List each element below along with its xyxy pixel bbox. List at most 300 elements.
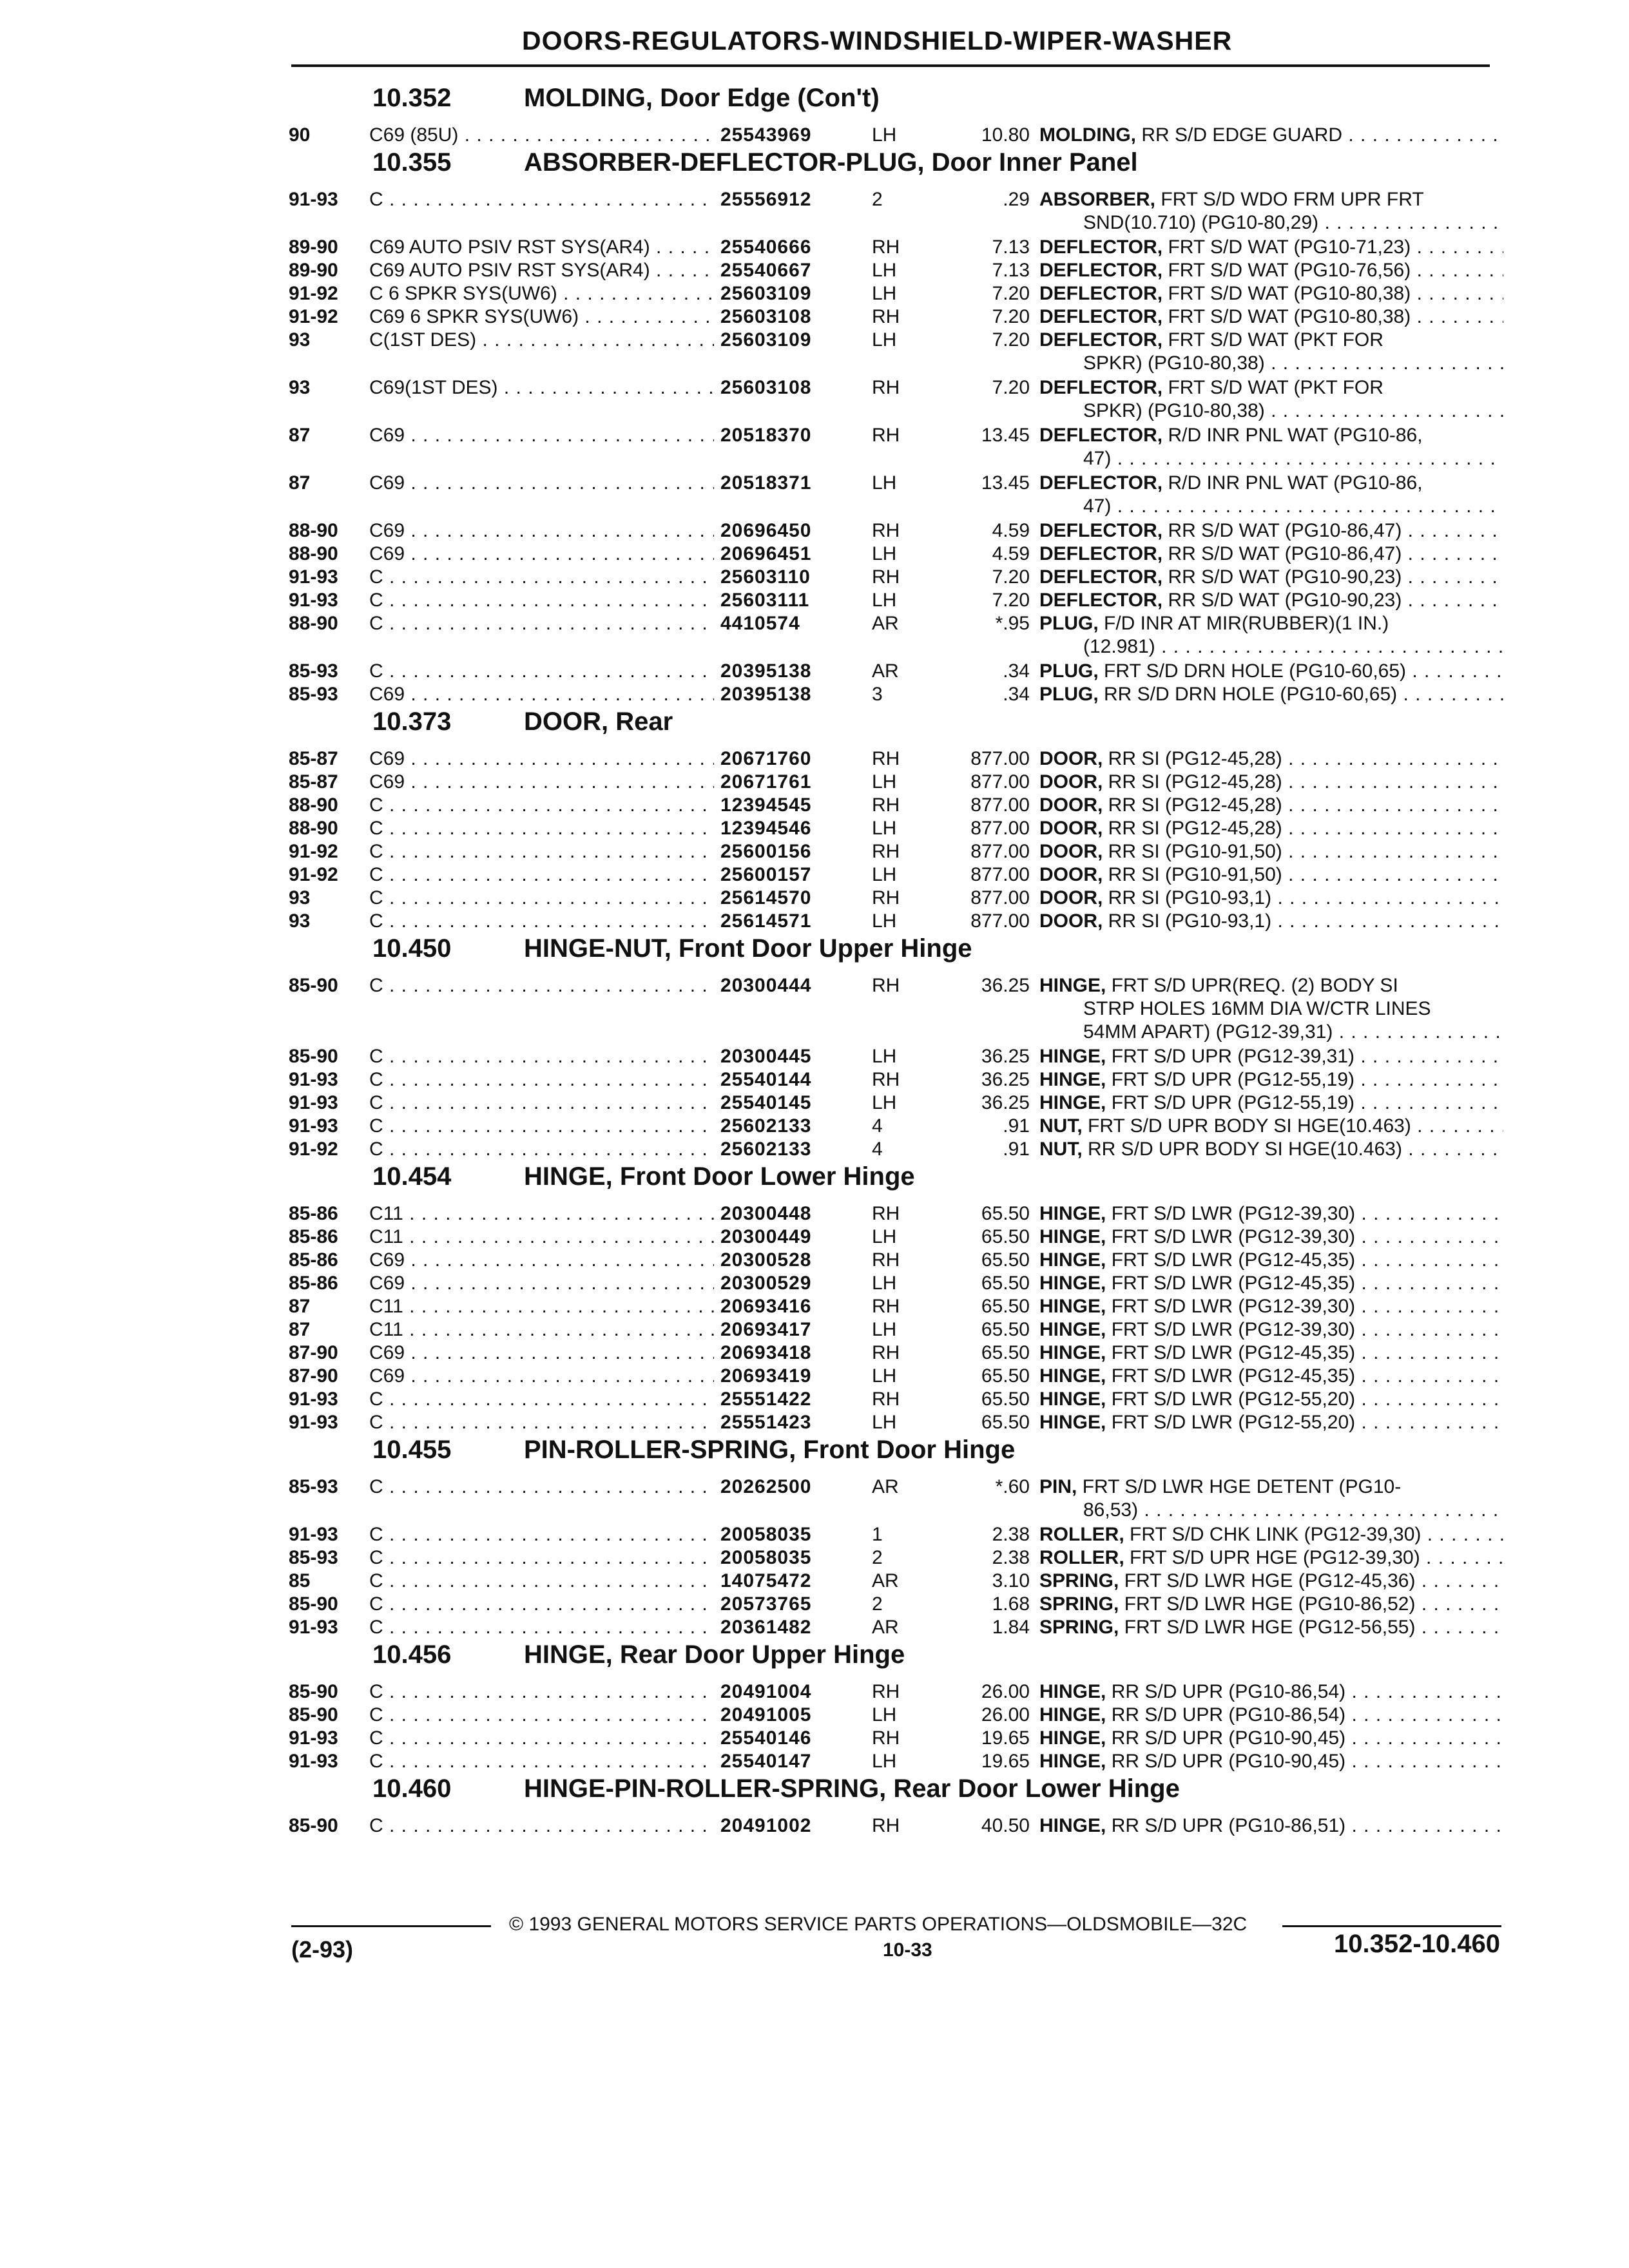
part-number: 20693416 bbox=[714, 1295, 875, 1318]
part-model: C . . . bbox=[369, 1593, 717, 1616]
part-row bbox=[289, 1411, 1513, 1434]
part-price: 65.50 bbox=[981, 1365, 1030, 1387]
part-price: 65.50 bbox=[981, 1412, 1030, 1433]
part-number: 20573765 bbox=[714, 1593, 875, 1616]
part-description bbox=[1039, 519, 1503, 543]
description-keyword: HINGE, bbox=[1039, 1319, 1106, 1340]
description-keyword: HINGE, bbox=[1039, 975, 1106, 996]
description-line: SPRING, FRT S/D LWR HGE (PG12-45,36) . . . bbox=[1039, 1570, 1503, 1593]
part-year: 85-90 bbox=[289, 1681, 338, 1702]
part-description bbox=[1039, 1616, 1503, 1639]
part-price: 36.25 bbox=[981, 1046, 1030, 1067]
part-model: C . . . bbox=[369, 1546, 717, 1570]
part-model: C . . . bbox=[369, 1727, 717, 1750]
description-keyword: ABSORBER, bbox=[1039, 189, 1156, 210]
part-description bbox=[1039, 1272, 1503, 1295]
part-model: C . . . bbox=[369, 1411, 717, 1434]
part-model: C69(1ST DES) . . . bbox=[369, 376, 717, 399]
part-quantity: RH bbox=[872, 1296, 900, 1317]
description-line: DOOR, RR SI (PG12-45,28) . . . bbox=[1039, 794, 1503, 817]
part-model: C11 . . . bbox=[369, 1225, 717, 1249]
part-year: 93 bbox=[289, 329, 311, 351]
description-line: DEFLECTOR, RR S/D WAT (PG10-86,47) . . . bbox=[1039, 543, 1503, 566]
part-number: 25543969 bbox=[714, 124, 875, 147]
part-description bbox=[1039, 1045, 1503, 1068]
part-price: .34 bbox=[1003, 684, 1030, 705]
part-row bbox=[289, 282, 1513, 305]
part-row bbox=[289, 887, 1513, 910]
part-year: 85 bbox=[289, 1570, 311, 1591]
description-keyword: HINGE, bbox=[1039, 1751, 1106, 1772]
page-header-title: DOORS-REGULATORS-WINDSHIELD-WIPER-WASHER bbox=[522, 26, 1233, 55]
part-price: 877.00 bbox=[970, 910, 1030, 932]
section-number: 10.454 bbox=[372, 1162, 452, 1191]
section-title: DOOR, Rear bbox=[524, 707, 673, 736]
part-row bbox=[289, 1593, 1513, 1616]
part-description bbox=[1039, 543, 1503, 566]
part-row bbox=[289, 1249, 1513, 1272]
part-description bbox=[1039, 566, 1503, 589]
part-number: 25540666 bbox=[714, 236, 875, 259]
description-line: SPRING, FRT S/D LWR HGE (PG10-86,52) . . . bbox=[1039, 1593, 1503, 1616]
parts-section bbox=[289, 707, 1513, 933]
part-year: 85-93 bbox=[289, 684, 338, 705]
part-model: C69 . . . bbox=[369, 519, 717, 543]
description-keyword: DEFLECTOR, bbox=[1039, 425, 1163, 446]
part-model: C69 . . . bbox=[369, 1365, 717, 1388]
part-number: 25603108 bbox=[714, 376, 875, 399]
part-price: 13.45 bbox=[981, 472, 1030, 494]
part-year: 85-86 bbox=[289, 1203, 338, 1224]
part-number: 20491005 bbox=[714, 1704, 875, 1727]
part-model: C69 . . . bbox=[369, 771, 717, 794]
part-year: 91-93 bbox=[289, 1412, 338, 1433]
part-quantity: RH bbox=[872, 1203, 900, 1224]
part-number: 20693419 bbox=[714, 1365, 875, 1388]
part-quantity: LH bbox=[872, 472, 897, 494]
part-model: C11 . . . bbox=[369, 1318, 717, 1341]
part-price: 7.20 bbox=[992, 283, 1030, 304]
part-quantity: RH bbox=[872, 794, 900, 816]
description-keyword: HINGE, bbox=[1039, 1365, 1106, 1387]
part-model: C . . . bbox=[369, 589, 717, 612]
footer-page-number: 10-33 bbox=[883, 1939, 932, 1961]
part-price: 65.50 bbox=[981, 1273, 1030, 1294]
part-price: 1.68 bbox=[992, 1593, 1030, 1615]
part-quantity: RH bbox=[872, 841, 900, 862]
part-year: 91-93 bbox=[289, 590, 338, 611]
part-model: C . . . bbox=[369, 612, 717, 635]
part-number: 25540667 bbox=[714, 259, 875, 282]
part-description bbox=[1039, 259, 1503, 282]
section-title: MOLDING, Door Edge (Con't) bbox=[524, 84, 880, 112]
part-quantity: RH bbox=[872, 1389, 900, 1410]
part-row bbox=[289, 1570, 1513, 1593]
part-year: 91-93 bbox=[289, 1727, 338, 1749]
part-number: 20518371 bbox=[714, 472, 875, 495]
description-keyword: HINGE, bbox=[1039, 1296, 1106, 1317]
part-model: C . . . bbox=[369, 1068, 717, 1091]
description-keyword: NUT, bbox=[1039, 1115, 1083, 1137]
part-row bbox=[289, 1750, 1513, 1773]
description-line: HINGE, FRT S/D LWR (PG12-45,35) . . . bbox=[1039, 1272, 1503, 1295]
part-row bbox=[289, 424, 1513, 472]
part-number: 20696450 bbox=[714, 519, 875, 543]
part-row bbox=[289, 1272, 1513, 1295]
description-line: HINGE, FRT S/D LWR (PG12-45,35) . . . bbox=[1039, 1341, 1503, 1365]
part-quantity: LH bbox=[872, 124, 897, 146]
description-keyword: PLUG, bbox=[1039, 660, 1099, 682]
part-number: 20300448 bbox=[714, 1202, 875, 1225]
description-line: HINGE, FRT S/D UPR(REQ. (2) BODY SI bbox=[1039, 975, 1398, 996]
parts-listing bbox=[289, 84, 1513, 1839]
description-line: DOOR, RR SI (PG12-45,28) . . . bbox=[1039, 817, 1503, 840]
description-line: HINGE, FRT S/D LWR (PG12-39,30) . . . bbox=[1039, 1318, 1503, 1341]
part-description bbox=[1039, 747, 1503, 771]
part-model: C69 . . . bbox=[369, 1249, 717, 1272]
part-price: 19.65 bbox=[981, 1727, 1030, 1749]
description-line: DEFLECTOR, FRT S/D WAT (PG10-80,38) . . . bbox=[1039, 305, 1503, 329]
description-keyword: DOOR, bbox=[1039, 910, 1103, 932]
part-number: 20361482 bbox=[714, 1616, 875, 1639]
part-number: 20300445 bbox=[714, 1045, 875, 1068]
part-year: 91-93 bbox=[289, 1092, 338, 1113]
description-keyword: DEFLECTOR, bbox=[1039, 590, 1163, 611]
part-price: .91 bbox=[1003, 1139, 1030, 1160]
part-quantity: RH bbox=[872, 377, 900, 398]
description-keyword: ROLLER, bbox=[1039, 1524, 1124, 1545]
part-quantity: RH bbox=[872, 425, 900, 446]
part-price: 877.00 bbox=[970, 771, 1030, 793]
part-quantity: 4 bbox=[872, 1139, 883, 1160]
part-price: 4.59 bbox=[992, 520, 1030, 541]
part-row bbox=[289, 1202, 1513, 1225]
part-number: 25602133 bbox=[714, 1138, 875, 1161]
part-description bbox=[1039, 1295, 1503, 1318]
section-title: HINGE, Rear Door Upper Hinge bbox=[524, 1640, 905, 1669]
description-keyword: DEFLECTOR, bbox=[1039, 329, 1163, 351]
part-row bbox=[289, 1295, 1513, 1318]
description-keyword: DOOR, bbox=[1039, 841, 1103, 862]
part-price: 877.00 bbox=[970, 887, 1030, 908]
part-year: 87 bbox=[289, 1296, 311, 1317]
part-quantity: 4 bbox=[872, 1115, 883, 1137]
part-model: C(1ST DES) . . . bbox=[369, 329, 717, 352]
part-row bbox=[289, 1388, 1513, 1411]
part-quantity: LH bbox=[872, 590, 897, 611]
section-heading bbox=[289, 84, 1513, 124]
part-year: 91-93 bbox=[289, 566, 338, 588]
part-description bbox=[1039, 1814, 1503, 1838]
footer-copyright: © 1993 GENERAL MOTORS SERVICE PARTS OPERATIONS—OLDSMOBILE—32C bbox=[509, 1914, 1248, 1935]
part-number: 20300449 bbox=[714, 1225, 875, 1249]
part-price: 2.38 bbox=[992, 1524, 1030, 1545]
description-line: HINGE, RR S/D UPR (PG10-86,54) . . . bbox=[1039, 1704, 1503, 1727]
description-keyword: DEFLECTOR, bbox=[1039, 283, 1163, 304]
part-year: 85-93 bbox=[289, 660, 338, 682]
part-number: 25600156 bbox=[714, 840, 875, 863]
part-quantity: AR bbox=[872, 1617, 899, 1638]
part-quantity: RH bbox=[872, 1342, 900, 1363]
description-keyword: HINGE, bbox=[1039, 1249, 1106, 1271]
part-row bbox=[289, 1475, 1513, 1523]
parts-section bbox=[289, 84, 1513, 147]
part-year: 93 bbox=[289, 887, 311, 908]
part-price: 10.80 bbox=[981, 124, 1030, 146]
description-line: DOOR, RR SI (PG10-93,1) . . . bbox=[1039, 910, 1503, 933]
part-quantity: RH bbox=[872, 1249, 900, 1271]
description-line: HINGE, FRT S/D UPR (PG12-39,31) . . . bbox=[1039, 1045, 1503, 1068]
part-quantity: LH bbox=[872, 771, 897, 793]
part-year: 91-93 bbox=[289, 1115, 338, 1137]
part-year: 91-93 bbox=[289, 1751, 338, 1772]
part-quantity: 2 bbox=[872, 189, 883, 210]
parts-section bbox=[289, 1436, 1513, 1639]
part-quantity: LH bbox=[872, 1273, 897, 1294]
part-price: 65.50 bbox=[981, 1249, 1030, 1271]
part-number: 12394545 bbox=[714, 794, 875, 817]
part-description bbox=[1039, 910, 1503, 933]
description-line: HINGE, FRT S/D UPR (PG12-55,19) . . . bbox=[1039, 1068, 1503, 1091]
part-model: C . . . bbox=[369, 1475, 717, 1499]
part-price: .29 bbox=[1003, 189, 1030, 210]
part-row bbox=[289, 1341, 1513, 1365]
part-price: 1.84 bbox=[992, 1617, 1030, 1638]
part-quantity: LH bbox=[872, 260, 897, 281]
part-model: C . . . bbox=[369, 794, 717, 817]
description-line: STRP HOLES 16MM DIA W/CTR LINES bbox=[1083, 998, 1431, 1019]
description-line: DEFLECTOR, FRT S/D WAT (PKT FOR bbox=[1039, 329, 1383, 351]
part-year: 91-92 bbox=[289, 1139, 338, 1160]
part-quantity: LH bbox=[872, 1226, 897, 1247]
part-year: 85-90 bbox=[289, 1046, 338, 1067]
description-keyword: DEFLECTOR, bbox=[1039, 472, 1163, 494]
part-price: *.60 bbox=[995, 1476, 1030, 1497]
part-model: C69 . . . bbox=[369, 543, 717, 566]
part-row bbox=[289, 683, 1513, 706]
part-description bbox=[1039, 472, 1503, 518]
header-rule bbox=[291, 64, 1490, 67]
part-row bbox=[289, 863, 1513, 887]
part-row bbox=[289, 1680, 1513, 1704]
part-model: C . . . bbox=[369, 1091, 717, 1115]
description-line: HINGE, FRT S/D LWR (PG12-39,30) . . . bbox=[1039, 1202, 1503, 1225]
part-year: 89-90 bbox=[289, 260, 338, 281]
part-year: 91-93 bbox=[289, 1069, 338, 1090]
part-number: 25540146 bbox=[714, 1727, 875, 1750]
part-number: 25540145 bbox=[714, 1091, 875, 1115]
part-number: 25540144 bbox=[714, 1068, 875, 1091]
part-quantity: RH bbox=[872, 1681, 900, 1702]
description-line: DEFLECTOR, FRT S/D WAT (PKT FOR bbox=[1039, 377, 1383, 398]
description-line: (12.981) . . . bbox=[1039, 635, 1503, 658]
part-number: 20058035 bbox=[714, 1523, 875, 1546]
section-number: 10.455 bbox=[372, 1436, 452, 1464]
description-keyword: HINGE, bbox=[1039, 1681, 1106, 1702]
part-model: C . . . bbox=[369, 1750, 717, 1773]
description-keyword: SPRING, bbox=[1039, 1593, 1119, 1615]
description-line: SND(10.710) (PG10-80,29) . . . bbox=[1039, 211, 1503, 235]
part-model: C 6 SPKR SYS(UW6) . . . bbox=[369, 282, 717, 305]
part-year: 91-92 bbox=[289, 306, 338, 327]
description-keyword: HINGE, bbox=[1039, 1412, 1106, 1433]
part-quantity: LH bbox=[872, 1412, 897, 1433]
part-price: 65.50 bbox=[981, 1389, 1030, 1410]
description-keyword: DEFLECTOR, bbox=[1039, 543, 1163, 564]
part-number: 20300444 bbox=[714, 974, 875, 997]
footer-rule-right bbox=[1282, 1925, 1501, 1927]
part-description bbox=[1039, 1680, 1503, 1704]
part-description bbox=[1039, 1593, 1503, 1616]
part-model: C69 . . . bbox=[369, 1272, 717, 1295]
part-year: 85-90 bbox=[289, 1593, 338, 1615]
section-heading bbox=[289, 934, 1513, 974]
part-quantity: LH bbox=[872, 1092, 897, 1113]
description-keyword: PIN, bbox=[1039, 1476, 1077, 1497]
part-year: 88-90 bbox=[289, 520, 338, 541]
part-price: 36.25 bbox=[981, 1069, 1030, 1090]
part-number: 20696451 bbox=[714, 543, 875, 566]
description-line: DOOR, RR SI (PG10-91,50) . . . bbox=[1039, 863, 1503, 887]
part-price: 7.20 bbox=[992, 329, 1030, 351]
part-description bbox=[1039, 974, 1503, 1044]
part-description bbox=[1039, 771, 1503, 794]
part-number: 14075472 bbox=[714, 1570, 875, 1593]
part-year: 91-92 bbox=[289, 283, 338, 304]
section-number: 10.450 bbox=[372, 934, 452, 963]
part-year: 89-90 bbox=[289, 236, 338, 258]
part-year: 91-93 bbox=[289, 1389, 338, 1410]
section-heading bbox=[289, 1436, 1513, 1475]
part-model: C . . . bbox=[369, 887, 717, 910]
description-line: HINGE, FRT S/D LWR (PG12-55,20) . . . bbox=[1039, 1411, 1503, 1434]
description-line: ROLLER, FRT S/D UPR HGE (PG12-39,30) . . . bbox=[1039, 1546, 1503, 1570]
part-price: 877.00 bbox=[970, 794, 1030, 816]
description-line: NUT, FRT S/D UPR BODY SI HGE(10.463) . . . bbox=[1039, 1115, 1503, 1138]
description-line: 86,53) . . . bbox=[1039, 1499, 1503, 1522]
description-keyword: HINGE, bbox=[1039, 1727, 1106, 1749]
part-description bbox=[1039, 1388, 1503, 1411]
part-number: 4410574 bbox=[714, 612, 875, 635]
description-keyword: DEFLECTOR, bbox=[1039, 260, 1163, 281]
part-row bbox=[289, 305, 1513, 329]
part-description bbox=[1039, 1546, 1503, 1570]
description-line: HINGE, RR S/D UPR (PG10-90,45) . . . bbox=[1039, 1750, 1503, 1773]
part-description bbox=[1039, 887, 1503, 910]
description-keyword: HINGE, bbox=[1039, 1704, 1106, 1725]
part-row bbox=[289, 1523, 1513, 1546]
part-description bbox=[1039, 1365, 1503, 1388]
description-keyword: PLUG, bbox=[1039, 613, 1099, 634]
description-keyword: DOOR, bbox=[1039, 748, 1103, 769]
description-line: SPKR) (PG10-80,38) . . . bbox=[1039, 399, 1503, 423]
description-keyword: DEFLECTOR, bbox=[1039, 236, 1163, 258]
part-description bbox=[1039, 305, 1503, 329]
section-heading bbox=[289, 1640, 1513, 1680]
description-line: HINGE, FRT S/D LWR (PG12-39,30) . . . bbox=[1039, 1225, 1503, 1249]
description-keyword: HINGE, bbox=[1039, 1226, 1106, 1247]
description-line: PLUG, RR S/D DRN HOLE (PG10-60,65) . . . bbox=[1039, 683, 1503, 706]
part-description bbox=[1039, 589, 1503, 612]
part-row bbox=[289, 840, 1513, 863]
part-number: 25551422 bbox=[714, 1388, 875, 1411]
part-description bbox=[1039, 1318, 1503, 1341]
part-quantity: LH bbox=[872, 283, 897, 304]
part-year: 88-90 bbox=[289, 794, 338, 816]
part-quantity: RH bbox=[872, 975, 900, 996]
part-description bbox=[1039, 329, 1503, 375]
part-number: 20491002 bbox=[714, 1814, 875, 1838]
part-model: C . . . bbox=[369, 1704, 717, 1727]
part-row bbox=[289, 519, 1513, 543]
part-description bbox=[1039, 817, 1503, 840]
description-keyword: ROLLER, bbox=[1039, 1547, 1124, 1568]
part-price: 877.00 bbox=[970, 841, 1030, 862]
part-year: 85-93 bbox=[289, 1476, 338, 1497]
description-keyword: DEFLECTOR, bbox=[1039, 306, 1163, 327]
part-price: 36.25 bbox=[981, 975, 1030, 996]
part-description bbox=[1039, 188, 1503, 235]
part-quantity: LH bbox=[872, 1365, 897, 1387]
part-year: 91-92 bbox=[289, 864, 338, 885]
parts-section bbox=[289, 148, 1513, 706]
part-row bbox=[289, 236, 1513, 259]
part-description bbox=[1039, 1475, 1503, 1522]
description-keyword: HINGE, bbox=[1039, 1069, 1106, 1090]
part-description bbox=[1039, 1727, 1503, 1750]
part-model: C . . . bbox=[369, 1138, 717, 1161]
part-description bbox=[1039, 840, 1503, 863]
part-number: 25603109 bbox=[714, 282, 875, 305]
description-line: HINGE, FRT S/D LWR (PG12-45,35) . . . bbox=[1039, 1249, 1503, 1272]
part-year: 85-93 bbox=[289, 1547, 338, 1568]
description-keyword: HINGE, bbox=[1039, 1092, 1106, 1113]
part-year: 85-86 bbox=[289, 1249, 338, 1271]
part-price: 7.20 bbox=[992, 590, 1030, 611]
part-description bbox=[1039, 660, 1503, 683]
description-line: 47) . . . bbox=[1039, 495, 1503, 518]
part-number: 25600157 bbox=[714, 863, 875, 887]
description-line: HINGE, RR S/D UPR (PG10-86,54) . . . bbox=[1039, 1680, 1503, 1704]
part-price: 40.50 bbox=[981, 1815, 1030, 1836]
part-number: 20693417 bbox=[714, 1318, 875, 1341]
description-line: HINGE, FRT S/D LWR (PG12-39,30) . . . bbox=[1039, 1295, 1503, 1318]
part-quantity: RH bbox=[872, 1069, 900, 1090]
description-line: NUT, RR S/D UPR BODY SI HGE(10.463) . . . bbox=[1039, 1138, 1503, 1161]
part-number: 20395138 bbox=[714, 683, 875, 706]
section-number: 10.373 bbox=[372, 707, 452, 736]
part-price: 2.38 bbox=[992, 1547, 1030, 1568]
part-price: 13.45 bbox=[981, 425, 1030, 446]
part-quantity: LH bbox=[872, 1319, 897, 1340]
section-heading bbox=[289, 1162, 1513, 1202]
part-row bbox=[289, 771, 1513, 794]
part-row bbox=[289, 1318, 1513, 1341]
part-model: C . . . bbox=[369, 1616, 717, 1639]
part-year: 93 bbox=[289, 910, 311, 932]
section-number: 10.352 bbox=[372, 84, 452, 112]
description-line: PIN, FRT S/D LWR HGE DETENT (PG10- bbox=[1039, 1476, 1402, 1497]
part-model: C69 . . . bbox=[369, 747, 717, 771]
part-number: 25602133 bbox=[714, 1115, 875, 1138]
part-description bbox=[1039, 124, 1503, 147]
section-number: 10.460 bbox=[372, 1774, 452, 1803]
section-heading bbox=[289, 148, 1513, 188]
description-line: DEFLECTOR, RR S/D WAT (PG10-86,47) . . . bbox=[1039, 519, 1503, 543]
part-year: 85-90 bbox=[289, 1815, 338, 1836]
part-description bbox=[1039, 1750, 1503, 1773]
part-model: C . . . bbox=[369, 1045, 717, 1068]
